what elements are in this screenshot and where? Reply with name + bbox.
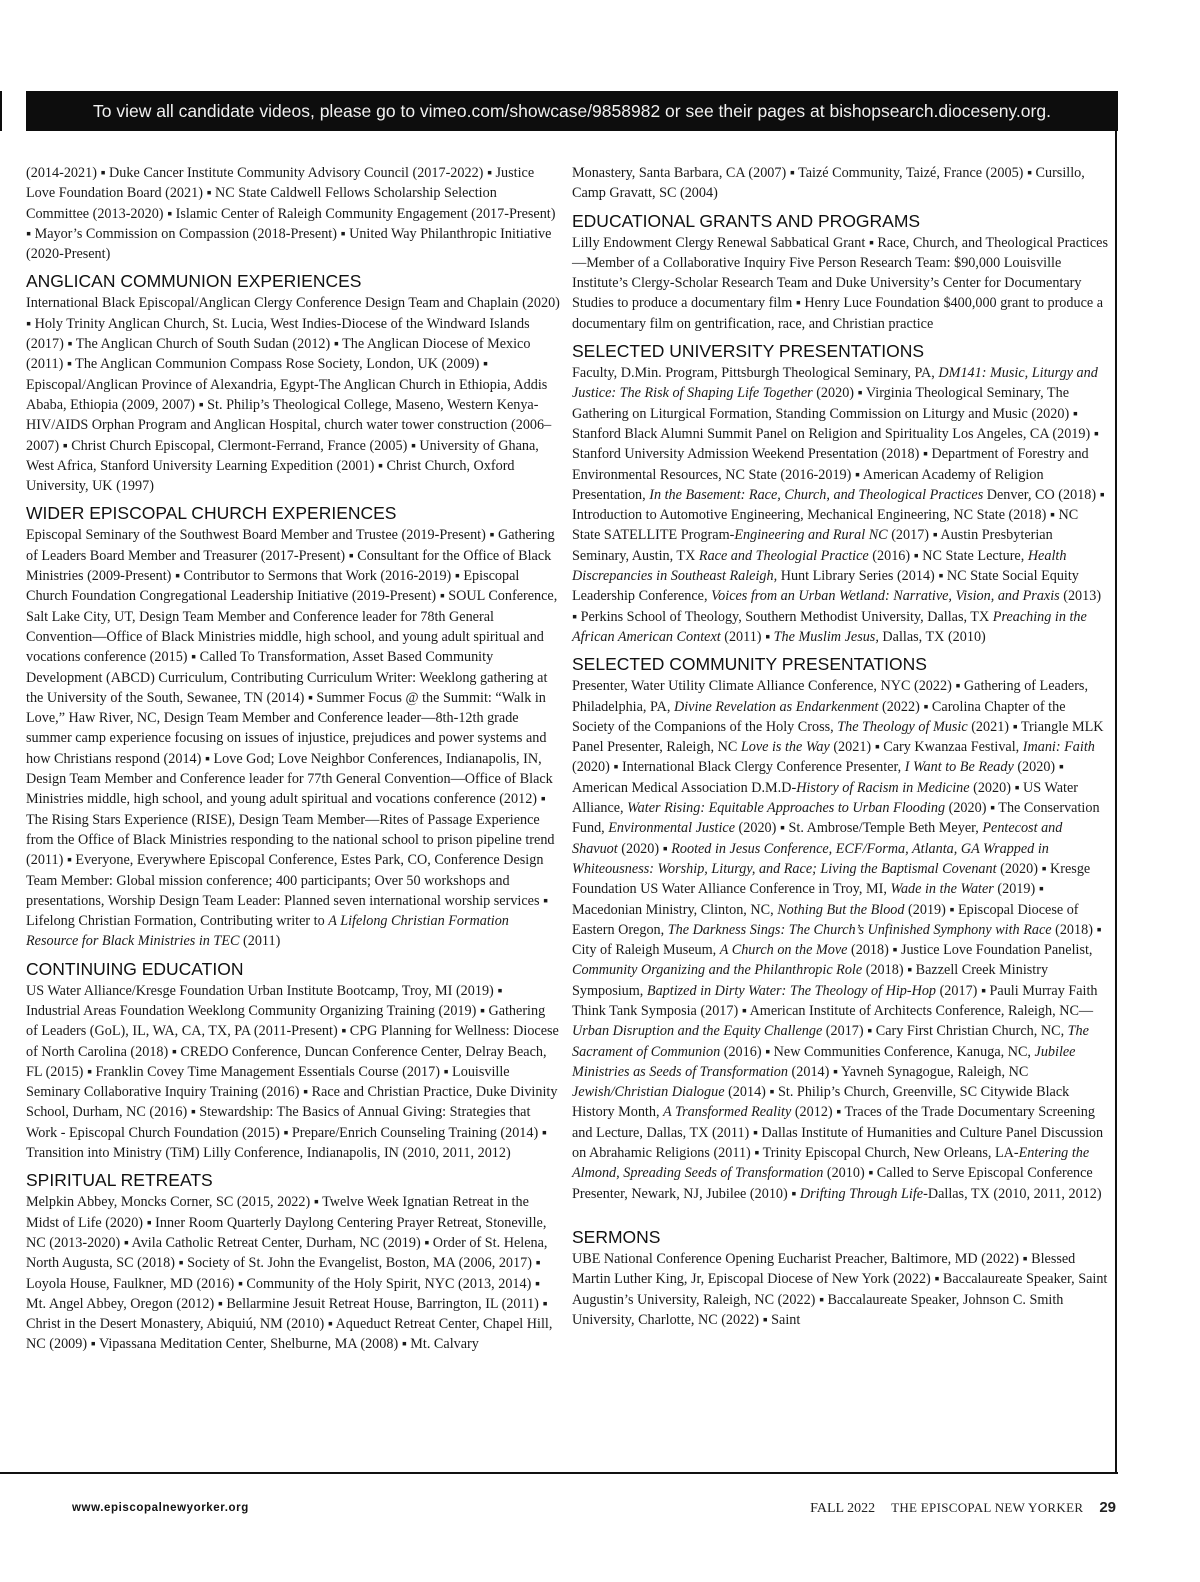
text-run: (2022) ▪ Carolina Chapter of the Society of the Companions of the Holy Cross,: [572, 698, 1066, 735]
text-run: Dallas, TX (2010): [878, 628, 986, 645]
title-run: Jubilee Ministries as Seeds of Transformation: [572, 1043, 1076, 1080]
text-run: (2020) ▪ Kresge Foundation US Water Alliance Conference in Troy, MI,: [572, 860, 1091, 898]
title-run: Drifting Through Life: [799, 1185, 924, 1202]
text-run: (2019) ▪ Macedonian Ministry, Clinton, NC,: [572, 881, 1044, 918]
wider-episcopal-heading: WIDER EPISCOPAL CHURCH EXPERIENCES: [26, 503, 397, 524]
title-run: A Transformed Reality: [663, 1104, 792, 1121]
title-run: Community Organizing and the Philanthropic Role: [572, 962, 863, 979]
title-run: Divine Revelation as Endarkenment: [673, 698, 879, 715]
title-run: The Darkness Sings: The Church’s Unfinished Symphony with Race: [667, 921, 1052, 938]
title-run: History of Racism in Medicine: [796, 779, 970, 796]
title-run: Imani: Faith: [1022, 739, 1095, 756]
grants-text: Lilly Endowment Clergy Renewal Sabbatical Grant ▪ Race, Church, and Theological Practices—Member of a Collaborative Inquiry Five Person Research Team: $90,000 Louisville Institute’s Clergy-Scholar Research Team and Duke University’s Center for Documentary Studies to produce a documentary film ▪ Henry Luce Foundation $400,000 grant to produce a documentary film on gentrification, race, and Christian practice: [572, 234, 1108, 332]
website-url: www.episcopalnewyorker.org: [72, 1502, 249, 1514]
text-run: (2021) ▪ Cary Kwanzaa Festival,: [829, 739, 1023, 756]
text-run: (2020) ▪: [617, 840, 672, 857]
spiritual-retreats-text: Melpkin Abbey, Moncks Corner, SC (2015, 2022) ▪ Twelve Week Ignatian Retreat in the Midst of Life (2020) ▪ Inner Room Quarterly Daylong Centering Prayer Retreat, Stoneville, NC (2013-2020) ▪ Avila Catholic Retreat Center, Durham, NC (2019) ▪ Order of St. Helena, North Augusta, SC (2018) ▪ Society of St. John the Evangelist, Boston, MA (2006, 2017) ▪ Loyola House, Faulkner, MD (2016) ▪ Community of the Holy Spirit, NYC (2013, 2014) ▪ Mt. Angel Abbey, Oregon (2012) ▪ Bellarmine Jesuit Retreat House, Barrington, IL (2011) ▪ Christ in the Desert Monastery, Abiquiú, NM (2010) ▪ Aqueduct Retreat Center, Chapel Hill, NC (2009) ▪ Vipassana Meditation Center, Shelburne, MA (2008) ▪ Mt. Calvary: [26, 1194, 553, 1353]
continuing-education-heading: CONTINUING EDUCATION: [26, 958, 244, 979]
title-run: The Muslim Jesus,: [773, 628, 879, 645]
title-run: Race and Theologial Practice: [698, 547, 869, 564]
text-run: -Dallas, TX (2010, 2011, 2012): [923, 1185, 1102, 1202]
text-run: (2019) ▪ Episcopal Diocese of Eastern Oregon,: [572, 901, 1079, 938]
title-run: Wade in the Water: [890, 881, 994, 898]
text-run: Faculty, D.Min. Program, Pittsburgh Theological Seminary, PA,: [572, 365, 939, 382]
text-run: Hunt Library Series (2014) ▪ NC State Social Equity Leadership Conference,: [572, 568, 1079, 605]
university-presentations-text: [572, 363, 1108, 647]
title-run: Rooted in Jesus Conference, ECF/Forma, Atlanta, GA Wrapped in Whiteousness: Worship, Liturgy, and Race; Living the Baptismal Covenant: [572, 840, 1049, 877]
title-run: Voices from an Urban Wetland: Narrative, Vision, and Praxis: [711, 588, 1060, 605]
text-run: (2014) ▪ Yavneh Synagogue, Raleigh, NC: [788, 1063, 1029, 1080]
text-run: (2018) ▪ Bazzell Creek Ministry Symposium,: [572, 962, 1049, 999]
title-run: Nothing But the Blood: [777, 901, 905, 918]
title-run: A Church on the Move: [719, 942, 848, 959]
text-run: (2020) ▪ St. Ambrose/Temple Beth Meyer,: [735, 820, 983, 837]
title-run: Health Discrepancies in Southeast Raleigh,: [572, 547, 1067, 585]
sermons-text: UBE National Conference Opening Eucharist Preacher, Baltimore, MD (2022) ▪ Blessed Martin Luther King, Jr, Episcopal Diocese of New York (2022) ▪ Baccalaureate Speaker, Saint Augustin’s University, Raleigh, NC (2022) ▪ Baccalaureate Speaker, Johnson C. Smith University, Charlotte, NC (2022) ▪ Saint: [572, 1250, 1108, 1328]
text-run: (2013) ▪ Perkins School of Theology, Southern Methodist University, Dallas, TX: [572, 588, 1102, 625]
title-run: Environmental Justice: [608, 820, 735, 837]
text-run: (2010) ▪ Called to Serve Episcopal Conference Presenter, Newark, NJ, Jubilee (2010) ▪: [572, 1165, 1093, 1202]
continuing-education-text: US Water Alliance/Kresge Foundation Urban Institute Bootcamp, Troy, MI (2019) ▪ Industrial Areas Foundation Weeklong Community Organizing Training (2019) ▪ Gathering of Leaders (GoL), IL, WA, CA, TX, PA (2011-Present) ▪ CPG Planning for Wellness: Diocese of North Carolina (2018) ▪ CREDO Conference, Duncan Conference Center, Delray Beach, FL (2015) ▪ Franklin Covey Time Management Essentials Course (2017) ▪ Louisville Seminary Collaborative Inquiry Training (2016) ▪ Race and Christian Practice, Duke Divinity School, Durham, NC (2016) ▪ Stewardship: The Basics of Annual Giving: Strategies that Work - Episcopal Church Foundation (2015) ▪ Prepare/Enrich Counseling Training (2014) ▪ Transition into Ministry (TiM) Lilly Conference, Indianapolis, IN (2010, 2011, 2012): [26, 982, 559, 1162]
text-run: (2016) ▪ New Communities Conference, Kanuga, NC,: [720, 1043, 1035, 1060]
left-column: [26, 163, 560, 1355]
text-run: (2020) ▪ Virginia Theological Seminary, The Gathering on Liturgical Formation, Standing Commission on Liturgy and Music (2020) ▪ Stanford Black Alumni Summit Panel on Religion and Spirituality Los Angeles, CA (2019) ▪ Stanford University Admission Weekend Presentation (2018) ▪ Department of Forestry and Environmental Resources, NC State (2016-2019) ▪ American Academy of Religion Presentation,: [572, 385, 1099, 503]
title-run: Preaching in the African American Context: [572, 608, 1087, 645]
text-run: (2016) ▪ NC State Lecture,: [868, 547, 1028, 564]
text-run: (2017) ▪ Pauli Murray Faith Think Tank Symposia (2017) ▪ American Institute of Architects Conference, Raleigh, NC—: [572, 982, 1098, 1019]
wider-episcopal-year: (2011): [239, 933, 281, 950]
right-column: [572, 163, 1108, 1330]
community-presentations-heading: SELECTED COMMUNITY PRESENTATIONS: [572, 654, 927, 675]
title-run: Jewish/Christian Dialogue: [572, 1084, 725, 1101]
text-run: (2018) ▪ City of Raleigh Museum,: [572, 921, 1102, 959]
title-run: Love is the Way: [740, 739, 830, 756]
text-run: Denver, CO (2018) ▪ Introduction to Automotive Engineering, Mechanical Engineering, NC State (2018) ▪ NC State SATELLITE Program-: [572, 486, 1105, 544]
retreats-continued-text: Monastery, Santa Barbara, CA (2007) ▪ Taizé Community, Taizé, France (2005) ▪ Cursillo, Camp Gravatt, SC (2004): [572, 165, 1085, 202]
text-run: (2020) ▪ The Conservation Fund,: [572, 800, 1100, 837]
text-run: (2011) ▪: [720, 628, 774, 645]
text-run: Presenter, Water Utility Climate Alliance Conference, NYC (2022) ▪ Gathering of Leaders, Philadelphia, PA,: [572, 678, 1089, 715]
text-run: (2021) ▪ Triangle MLK Panel Presenter, Raleigh, NC: [572, 718, 1104, 756]
text-run: (2017) ▪ Cary First Christian Church, NC,: [822, 1023, 1068, 1040]
text-run: (2014) ▪ St. Philip’s Church, Greenville, SC Citywide Black History Month,: [572, 1084, 1070, 1121]
university-presentations-heading: SELECTED UNIVERSITY PRESENTATIONS: [572, 341, 925, 362]
title-run: Pentecost and Shavuot: [572, 820, 1063, 857]
community-presentations-text: [572, 676, 1108, 1204]
wider-episcopal-text: [26, 525, 560, 951]
text-run: (2017) ▪ Austin Presbyterian Seminary, Austin, TX: [572, 527, 1053, 564]
title-run: The Sacrament of Communion: [572, 1023, 1089, 1060]
text-run: (2020) ▪ International Black Clergy Conference Presenter,: [572, 759, 905, 776]
wider-episcopal-body: Episcopal Seminary of the Southwest Board Member and Trustee (2019-Present) ▪ Gathering of Leaders Board Member and Treasurer (2017-Present) ▪ Consultant for the Office of Black Ministries (2009-Present) ▪ Contributor to Sermons that Work (2016-2019) ▪ Episcopal Church Foundation Congregational Leadership Initiative (2019-Present) ▪ SOUL Conference, Salt Lake City, UT, Design Team Member and Conference leader for 78th General Convention—Office of Black Ministries middle, high school, and young adult spiritual and vocations conference (2015) ▪ Called To Transformation, Asset Based Community Development (ABCD) Curriculum, Contributing Curriculum Writer: Weeklong gathering at the University of the South, Sewanee, TN (2014) ▪ Summer Focus @ the Summit: “Walk in Love,” Haw River, NC, Design Team Member and Conference leader—8th-12th grade summer camp experience focusing on issues of injustice, prejudices and power systems and how Christians respond (2014) ▪ Love God; Love Neighbor Conferences, Indianapolis, IN, Design Team Member and Conference leader for 77th General Convention—Office of Black Ministries middle, high school, and young adult spiritual and vocations conference (2012) ▪ The Rising Stars Experience (RISE), Design Team Member—Rites of Passage Experience from the Office of Black Ministries responding to the national school to prison pipeline trend (2011) ▪ Everyone, Everywhere Episcopal Conference, Estes Park, CO, Conference Design Team Member: Global mission conference; 400 participants; Over 50 workshops and presentations, Worship Design Team Leader: Planned seven international worship services ▪ Lifelong Christian Formation, Contributing writer to: [26, 527, 558, 930]
text-run: (2012) ▪ Traces of the Trade Documentary Screening and Lecture, Dallas, TX (2011) ▪ Dallas Institute of Humanities and Culture Panel Discussion on Abrahamic Religions (2011) ▪ Trinity Episcopal Church, New Orleans, LA-: [572, 1104, 1104, 1162]
frame-rule-bottom: [0, 1472, 1118, 1474]
wider-episcopal-title: A Lifelong Christian Formation Resource for Black Ministries in TEC: [26, 913, 509, 950]
text-run: (2020) ▪ American Medical Association D.M.D-: [572, 759, 1064, 796]
title-run: In the Basement: Race, Church, and Theological Practices: [649, 486, 984, 503]
title-run: Engineering and Rural NC: [734, 527, 888, 544]
issue-season: FALL 2022: [810, 1501, 876, 1516]
anglican-communion-heading: ANGLICAN COMMUNION EXPERIENCES: [26, 271, 362, 292]
spiritual-retreats-heading: SPIRITUAL RETREATS: [26, 1170, 213, 1191]
title-run: DM141: Music, Liturgy and Justice: The Risk of Shaping Life Together: [572, 365, 1098, 402]
page-number: 29: [1099, 1499, 1116, 1516]
title-run: Baptized in Dirty Water: The Theology of Hip-Hop: [646, 982, 937, 999]
frame-rule-right: [1115, 131, 1117, 1474]
anglican-communion-text: International Black Episcopal/Anglican Clergy Conference Design Team and Chaplain (2020) ▪ Holy Trinity Anglican Church, St. Lucia, West Indies-Diocese of the Windward Islands (2017) ▪ The Anglican Church of South Sudan (2012) ▪ The Anglican Diocese of Mexico (2011) ▪ The Anglican Communion Compass Rose Society, London, UK (2009) ▪ Episcopal/Anglican Province of Alexandria, Egypt-The Anglican Church in Ethiopia, Addis Ababa, Ethiopia (2009, 2007) ▪ St. Philip’s Theological College, Maseno, Western Kenya-HIV/AIDS Orphan Program and Anglican Hospital, church water tower construction (2006–2007) ▪ Christ Church Episcopal, Clermont-Ferrand, France (2005) ▪ University of Ghana, West Africa, Stanford University Learning Expedition (2001) ▪ Christ Church, Oxford University, UK (1997): [26, 295, 560, 495]
banner-edge: [0, 91, 2, 131]
title-run: The Theology of Music: [837, 718, 968, 735]
candidate-videos-banner: To view all candidate videos, please go to vimeo.com/showcase/9858982 or see their pages at bishopsearch.dioceseny.org.: [26, 91, 1118, 131]
grants-heading: EDUCATIONAL GRANTS AND PROGRAMS: [572, 210, 921, 231]
title-run: Water Rising: Equitable Approaches to Urban Flooding: [627, 800, 946, 817]
civic-boards-text: (2014-2021) ▪ Duke Cancer Institute Community Advisory Council (2017-2022) ▪ Justice Love Foundation Board (2021) ▪ NC State Caldwell Fellows Scholarship Selection Committee (2013-2020) ▪ Islamic Center of Raleigh Community Engagement (2017-Present) ▪ Mayor’s Commission on Compassion (2018-Present) ▪ United Way Philanthropic Initiative (2020-Present): [26, 165, 556, 263]
publication-name: THE EPISCOPAL NEW YORKER: [891, 1500, 1084, 1515]
title-run: Urban Disruption and the Equity Challenge: [572, 1023, 823, 1040]
title-run: I Want to Be Ready: [904, 759, 1014, 776]
text-run: (2020) ▪ US Water Alliance,: [572, 779, 1078, 817]
title-run: Entering the Almond, Spreading Seeds of Transformation: [572, 1145, 1090, 1182]
text-run: (2018) ▪ Justice Love Foundation Panelist,: [847, 942, 1093, 959]
page-footer: [810, 1499, 1116, 1517]
sermons-heading: SERMONS: [572, 1226, 661, 1247]
